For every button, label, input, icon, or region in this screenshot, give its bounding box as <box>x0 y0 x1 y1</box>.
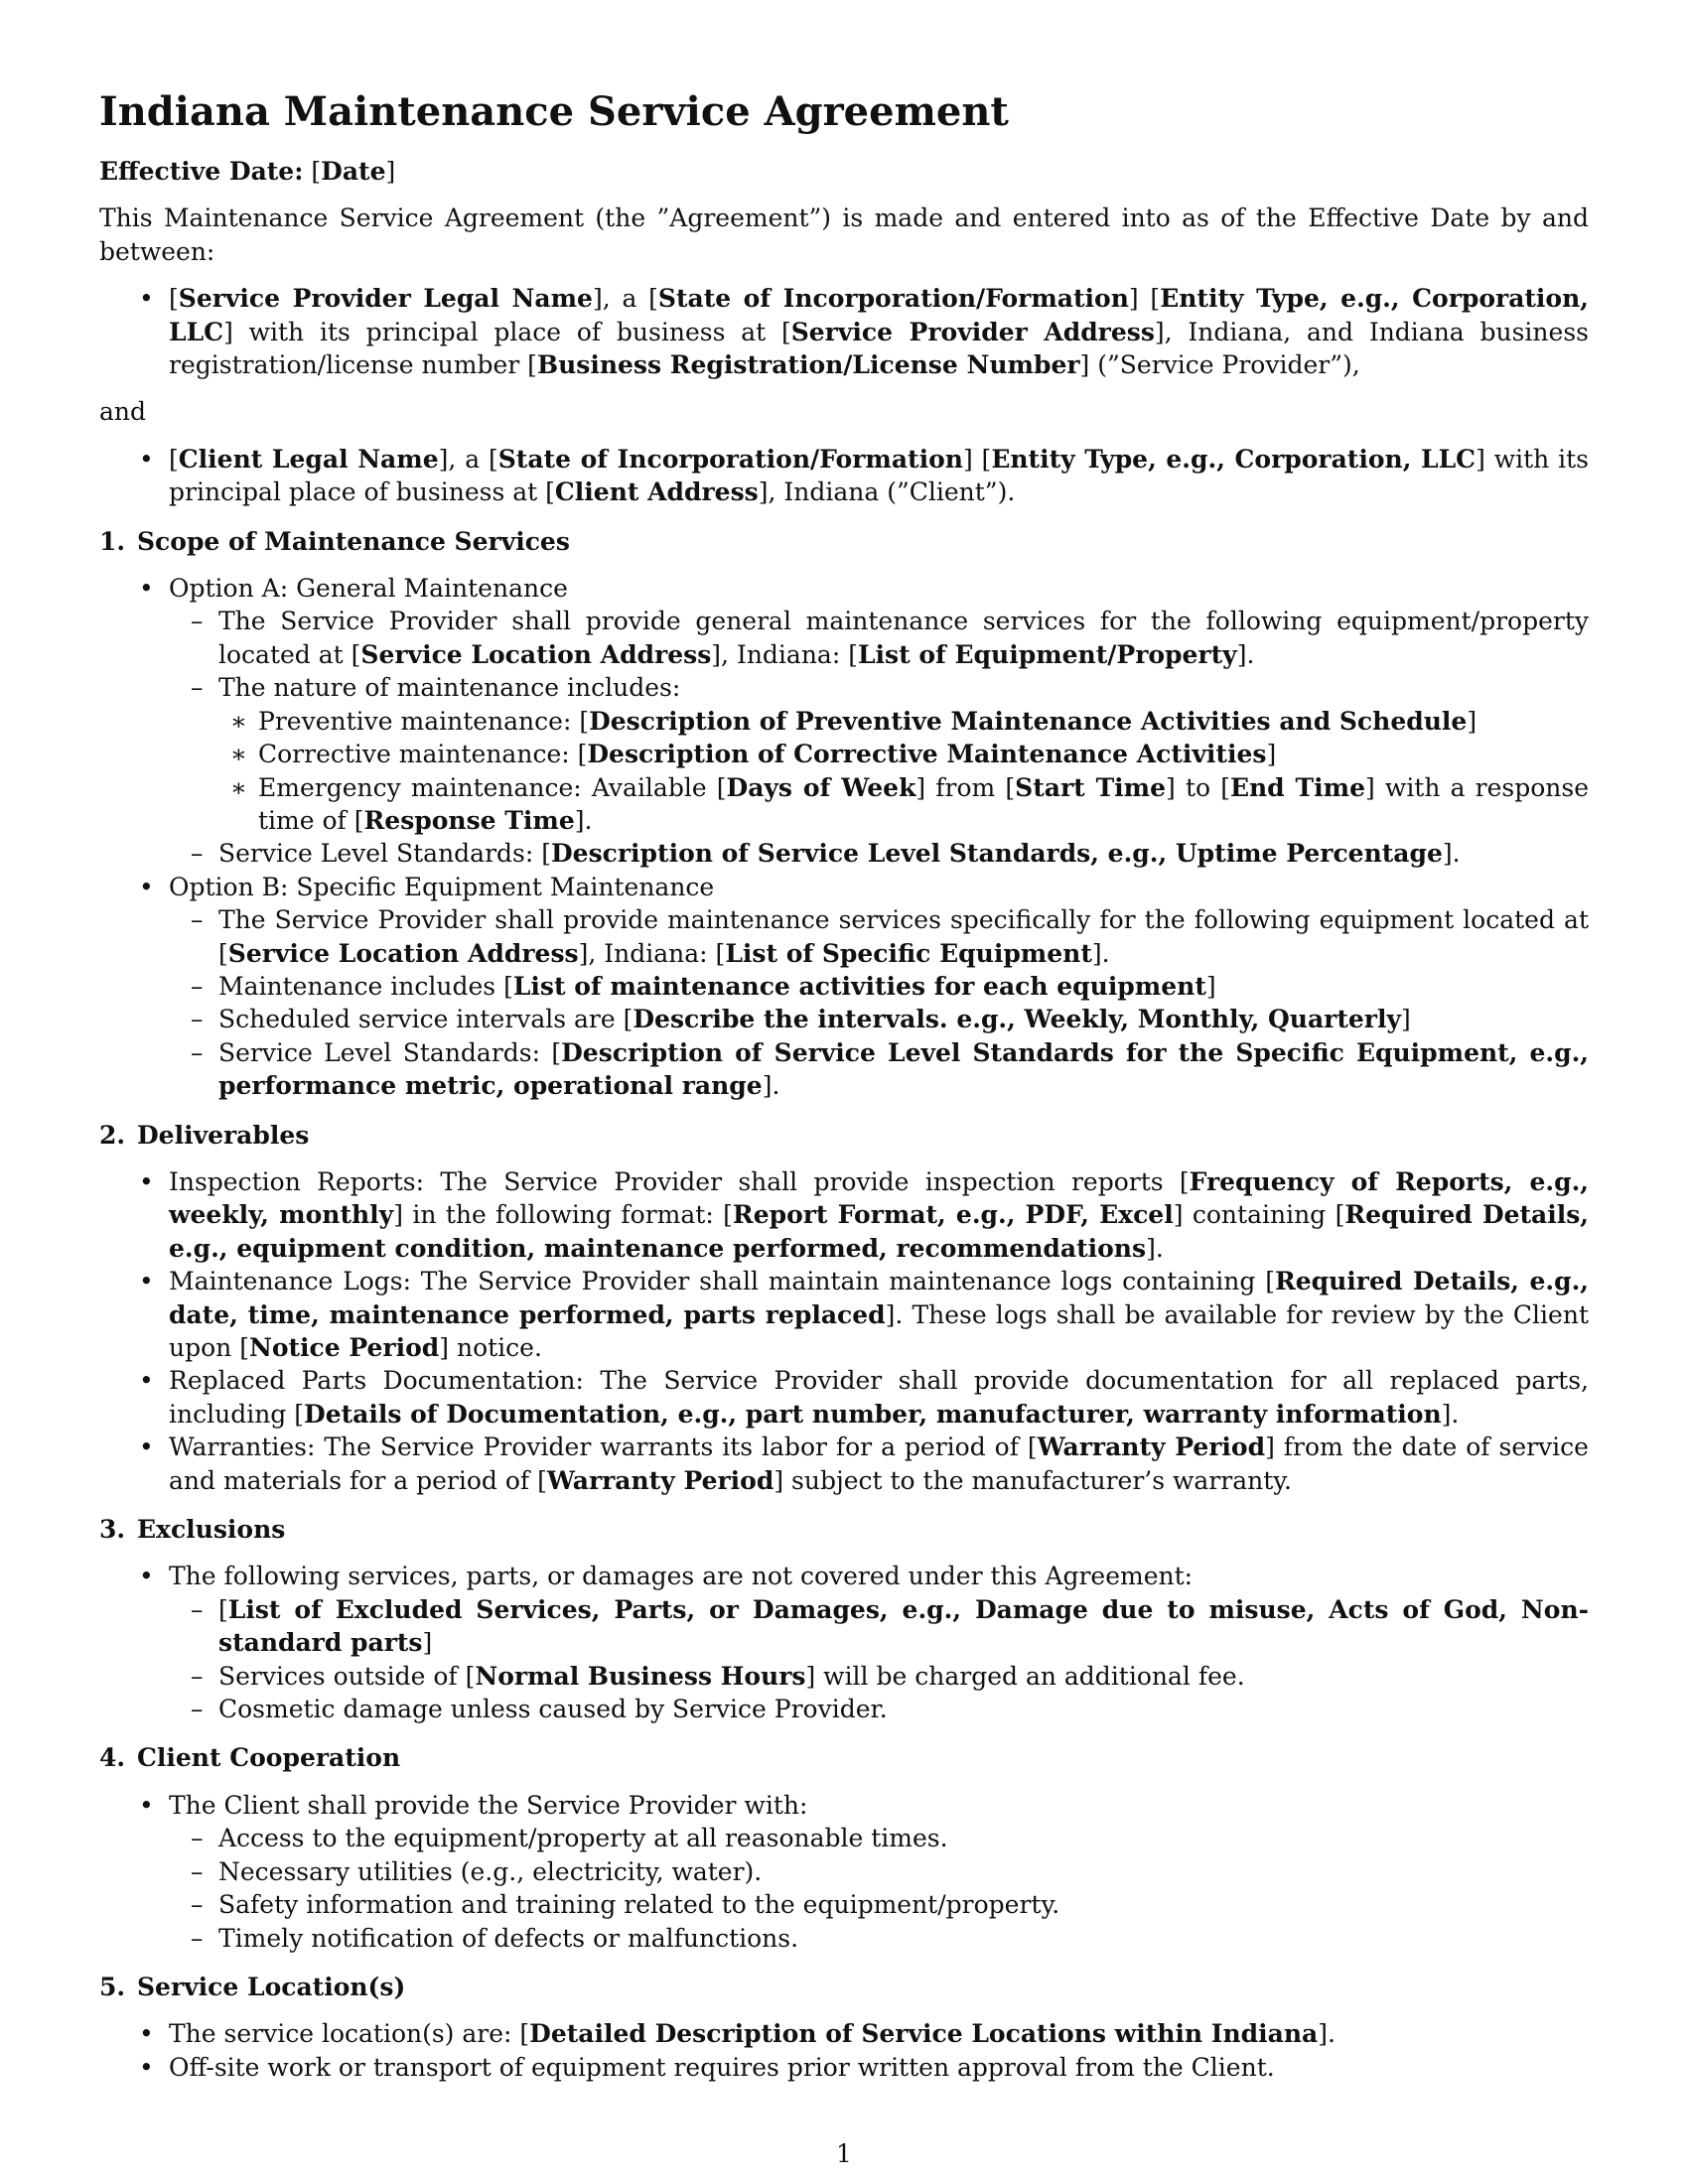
page-number: 1 <box>836 2139 852 2168</box>
list-item: • Maintenance Logs: The Service Provider shall maintain maintenance logs containing [Required Details, e.g., date, time, maintenance performed, parts replaced]. These logs shall be available for review by the Client upon [Notice Period] notice. <box>99 1265 1589 1364</box>
list-item: – The Service Provider shall provide general maintenance services for the following equipment/property located at [Service Location Address], Indiana: [List of Equipment/Property]. <box>159 605 1589 671</box>
list-item: – Timely notification of defects or malfunctions. <box>159 1922 1589 1955</box>
section-2-list <box>99 1165 1589 1497</box>
list-item: – Services outside of [Normal Business Hours] will be charged an additional fee. <box>159 1660 1589 1693</box>
list-item: – Maintenance includes [List of maintenance activities for each equipment] <box>159 970 1589 1003</box>
section-5-list <box>99 2017 1589 2084</box>
party-client: • [Client Legal Name], a [State of Incorporation/Formation] [Entity Type, e.g., Corporation, LLC] with its principal place of business at [Client Address], Indiana (”Client”). <box>99 443 1589 509</box>
party-provider: • [Service Provider Legal Name], a [State of Incorporation/Formation] [Entity Type, e.g., Corporation, LLC] with its principal place of business at [Service Provider Address], Indiana, and Indiana business registration/license number [Business Registration/License Number] (”Service Provider”), <box>99 282 1589 381</box>
section-4-list <box>99 1789 1589 1955</box>
party-list-provider <box>99 282 1589 381</box>
section-heading-1: 1. Scope of Maintenance Services <box>99 526 570 556</box>
list-item: • The following services, parts, or damages are not covered under this Agreement: – [List of Excluded Services, Parts, or Damages, e.g., Damage due to misuse, Acts of God, Non-standard parts] – Services outside of [Normal Business Hours] will be charged an additional fee. – Cosmetic damage unless caused by Service Provider. <box>99 1560 1589 1725</box>
list-item: – Safety information and training related to the equipment/property. <box>159 1888 1589 1921</box>
list-item: • Off-site work or transport of equipment requires prior written approval from the Client. <box>99 2051 1589 2084</box>
intro-paragraph: This Maintenance Service Agreement (the ”Agreement”) is made and entered into as of the Effective Date by and between: <box>99 204 1589 266</box>
list-item: – Service Level Standards: [Description of Service Level Standards, e.g., Uptime Percentage]. <box>159 837 1589 870</box>
effective-date: Effective Date: [Date] <box>99 157 396 186</box>
option-a: • Option A: General Maintenance – The Service Provider shall provide general maintenance services for the following equipment/property located at [Service Location Address], Indiana: [List of Equipment/Property]. – The nature of maintenance includes: ∗ Preventive maintenance: [Description of Preventive Maintenance Activities and Schedule] ∗ Corrective maintenance: [Description of Corrective Maintenance Activities] ∗ Emergency maintenance: Available [Days of Week] from [Start Time] to [End Time] with a response time of [Response Time]. – Service Level Standards: [Description of Service Level Standards, e.g., Uptime Percentage]. <box>99 572 1589 871</box>
list-item: – Service Level Standards: [Description of Service Level Standards for the Specific Equipment, e.g., performance metric, operational range]. <box>159 1036 1589 1103</box>
list-item: • The service location(s) are: [Detailed Description of Service Locations within Indiana]. <box>99 2017 1589 2050</box>
section-heading-3: 3. Exclusions <box>99 1515 286 1545</box>
and-connector: and <box>99 397 147 427</box>
list-item: – Cosmetic damage unless caused by Service Provider. <box>159 1693 1589 1725</box>
list-item: – Scheduled service intervals are [Describe the intervals. e.g., Weekly, Monthly, Quarterly] <box>159 1003 1589 1035</box>
list-item: – Necessary utilities (e.g., electricity, water). <box>159 1855 1589 1888</box>
list-item: • Warranties: The Service Provider warrants its labor for a period of [Warranty Period] from the date of service and materials for a period of [Warranty Period] subject to the manufacturer’s warranty. <box>99 1431 1589 1497</box>
list-item: ∗ Corrective maintenance: [Description of Corrective Maintenance Activities] <box>209 738 1589 770</box>
list-item: – [List of Excluded Services, Parts, or Damages, e.g., Damage due to misuse, Acts of God, Non-standard parts] <box>159 1593 1589 1660</box>
section-heading-4: 4. Client Cooperation <box>99 1743 401 1773</box>
list-item: – The nature of maintenance includes: ∗ Preventive maintenance: [Description of Preventive Maintenance Activities and Schedule] ∗ Corrective maintenance: [Description of Corrective Maintenance Activities] ∗ Emergency maintenance: Available [Days of Week] from [Start Time] to [End Time] with a response time of [Response Time]. <box>159 671 1589 837</box>
section-heading-2: 2. Deliverables <box>99 1120 310 1150</box>
document-title: Indiana Maintenance Service Agreement <box>99 88 1009 135</box>
list-item: – The Service Provider shall provide maintenance services specifically for the following equipment located at [Service Location Address], Indiana: [List of Specific Equipment]. <box>159 903 1589 970</box>
option-b: • Option B: Specific Equipment Maintenance – The Service Provider shall provide maintenance services specifically for the following equipment located at [Service Location Address], Indiana: [List of Specific Equipment]. – Maintenance includes [List of maintenance activities for each equipment] – Scheduled service intervals are [Describe the intervals. e.g., Weekly, Monthly, Quarterly] – Service Level Standards: [Description of Service Level Standards for the Specific Equipment, e.g., performance metric, operational range]. <box>99 871 1589 1103</box>
list-item: • Inspection Reports: The Service Provider shall provide inspection reports [Frequency of Reports, e.g., weekly, monthly] in the following format: [Report Format, e.g., PDF, Excel] containing [Required Details, e.g., equipment condition, maintenance performed, recommendations]. <box>99 1165 1589 1265</box>
list-item: – Access to the equipment/property at all reasonable times. <box>159 1822 1589 1854</box>
section-3-list <box>99 1560 1589 1725</box>
section-heading-5: 5. Service Location(s) <box>99 1972 406 2001</box>
list-item: ∗ Preventive maintenance: [Description of Preventive Maintenance Activities and Schedule] <box>209 705 1589 738</box>
list-item: • Replaced Parts Documentation: The Service Provider shall provide documentation for all replaced parts, including [Details of Documentation, e.g., part number, manufacturer, warranty information]. <box>99 1364 1589 1431</box>
document-page <box>99 87 1589 2084</box>
party-list-client <box>99 443 1589 509</box>
list-item: • The Client shall provide the Service Provider with: – Access to the equipment/property at all reasonable times. – Necessary utilities (e.g., electricity, water). – Safety information and training related to the equipment/property. – Timely notification of defects or malfunctions. <box>99 1789 1589 1955</box>
section-1-list <box>99 572 1589 1103</box>
list-item: ∗ Emergency maintenance: Available [Days of Week] from [Start Time] to [End Time] with a response time of [Response Time]. <box>209 771 1589 838</box>
